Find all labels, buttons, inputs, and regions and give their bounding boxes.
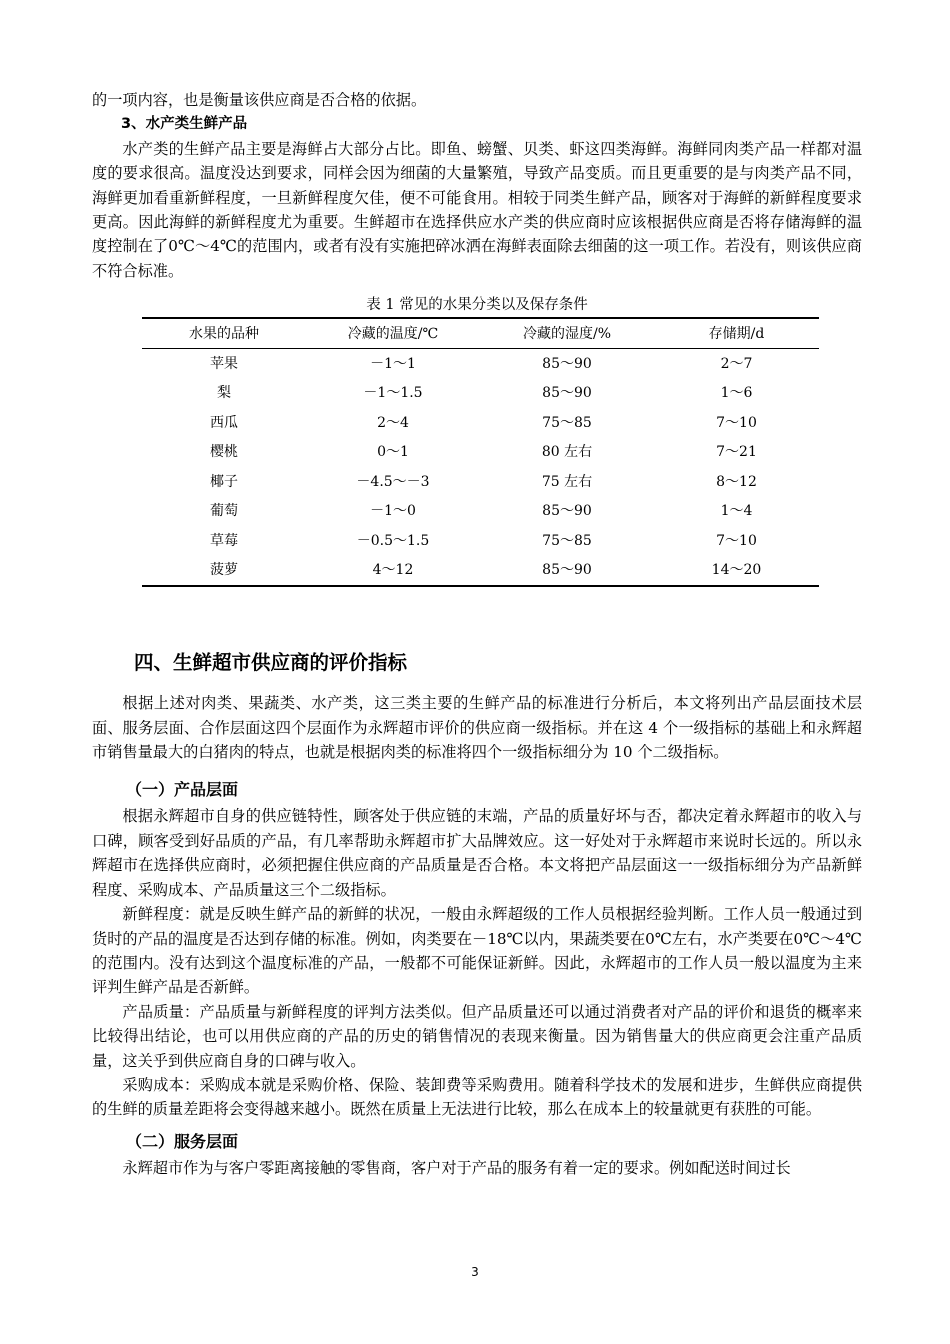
subsection-heading-service: （二）服务层面 — [126, 1131, 239, 1151]
table-cell: 菠萝 — [210, 562, 238, 579]
table-row — [142, 556, 819, 587]
table-cell: 75～85 — [542, 414, 592, 431]
table-cell: －1～1.5 — [363, 385, 423, 402]
table-cell: 葡萄 — [210, 503, 238, 520]
table-row — [142, 467, 819, 497]
table-cell: 苹果 — [210, 355, 238, 372]
table-cell: 7～10 — [716, 532, 757, 549]
table-row — [142, 408, 819, 438]
table-cell: 4～12 — [372, 562, 414, 579]
table-cell: 2～4 — [377, 414, 409, 431]
table-cell: 0～1 — [377, 444, 409, 461]
paragraph: 产品质量：产品质量与新鲜程度的评判方法类似。但产品质量还可以通过消费者对产品的评价和退货的概率来比较得出结论，也可以用供应商的产品的历史的销售情况的表现来衡量。因为销售量大的供应商更会注重产品质量，这关乎到供应商自身的口碑与收入。 — [92, 1002, 862, 1070]
table-cell: 85～90 — [542, 385, 592, 402]
table-cell: 2～7 — [720, 355, 753, 372]
table-row — [142, 497, 819, 527]
table-cell: 80 左右 — [541, 444, 593, 461]
table-cell: 椰子 — [210, 473, 238, 490]
table-cell: 1～6 — [720, 385, 753, 402]
table-cell: 85～90 — [542, 562, 592, 579]
table-cell: 草莓 — [210, 532, 238, 549]
page-body — [92, 88, 862, 1180]
table-cell: 1～4 — [720, 503, 753, 520]
paragraph: 采购成本：采购成本就是采购价格、保险、装卸费等采购费用。随着科学技术的发展和进步，生鲜供应商提供的生鲜的质量差距将会变得越来越小。既然在质量上无法进行比较，那么在成本上的较量就更有获胜的可能。 — [92, 1075, 862, 1119]
table-cell: 75～85 — [542, 532, 592, 549]
header-cell: 存储期/d — [708, 325, 765, 342]
table-cell: 75 左右 — [541, 473, 593, 490]
subsection-heading-product: （一）产品层面 — [126, 780, 239, 800]
table-row — [142, 379, 819, 409]
table-cell: －0.5～1.5 — [356, 532, 430, 549]
table-cell: －1～1 — [370, 355, 416, 372]
table-cell: 8～12 — [716, 473, 757, 490]
table-row — [142, 349, 819, 379]
paragraph-aquatic: 水产类的生鲜产品主要是海鲜占大部分占比。即鱼、螃蟹、贝类、虾这四类海鲜。海鲜同肉类产品一样都对温度的要求很高。温度没达到要求，同样会因为细菌的大量繁殖，导致产品变质。而且更重要的是与肉类产品不同，海鲜更加看重新鲜程度，一旦新鲜程度欠佳，便不可能食用。相较于同类生鲜产品，顾客对于海鲜的新鲜程度要求更高。因此海鲜的新鲜程度尤为重要。生鲜超市在选择供应水产类的供应商时应该根据供应商是否将存储海鲜的温度控制在了0℃～4℃的范围内，或者有没有实施把碎冰洒在海鲜表面除去细菌的这一项工作。若没有，则该供应商不符合标准。 — [92, 139, 862, 280]
paragraph: 永辉超市作为与客户零距离接触的零售商，客户对于产品的服务有着一定的要求。例如配送时间过长 — [122, 1158, 791, 1177]
table-cell: 7～21 — [716, 444, 757, 461]
section-heading: 四、生鲜超市供应商的评价指标 — [134, 651, 408, 675]
section-intro-paragraph: 根据上述对肉类、果蔬类、水产类，这三类主要的生鲜产品的标准进行分析后，本文将列出产品层面技术层面、服务层面、合作层面这四个层面作为永辉超市评价的供应商一级指标。并在这 4 个一级指标的基础上和永辉超市销售量最大的白猪肉的特点，也就是根据肉类的标准将四个一级指标细分为 10 个二级指标。 — [92, 694, 862, 762]
table-header-row — [142, 318, 819, 349]
header-cell: 水果的品种 — [189, 325, 259, 342]
paragraph: 新鲜程度：就是反映生鲜产品的新鲜的状况，一般由永辉超级的工作人员根据经验判断。工作人员一般通过到货时的产品的温度是否达到存储的标准。例如，肉类要在－18℃以内，果蔬类要在0℃左右，水产类要在0℃～4℃的范围内。没有达到这个温度标准的产品，一般都不可能保证新鲜。因此，永辉超市的工作人员一般以温度为主来评判生鲜产品是否新鲜。 — [92, 905, 862, 997]
paragraph-continued: 的一项内容，也是衡量该供应商是否合格的依据。 — [92, 91, 427, 109]
table-cell: －1～0 — [370, 503, 416, 520]
fruit-storage-table — [142, 317, 819, 587]
paragraph: 根据永辉超市自身的供应链特性，顾客处于供应链的末端，产品的质量好坏与否，都决定着永辉超市的收入与口碑，顾客受到好品质的产品，有几率帮助永辉超市扩大品牌效应。这一好处对于永辉超市来说时长远的。所以永辉超市在选择供应商时，必须把握住供应商的产品质量是否合格。本文将把产品层面这一一级指标细分为产品新鲜程度、采购成本、产品质量这三个二级指标。 — [92, 807, 862, 899]
table-row — [142, 438, 819, 468]
table-cell: 西瓜 — [210, 414, 238, 431]
table-row — [142, 526, 819, 556]
subheading-aquatic-products: 3、水产类生鲜产品 — [121, 116, 248, 133]
table-caption: 表 1 常见的水果分类以及保存条件 — [366, 297, 588, 314]
table-cell: 梨 — [217, 385, 231, 402]
table-cell: －4.5～－3 — [356, 473, 430, 490]
table-cell: 14～20 — [711, 562, 762, 579]
page-number: 3 — [471, 1265, 479, 1279]
table-cell: 樱桃 — [210, 444, 238, 461]
table-cell: 7～10 — [716, 414, 757, 431]
header-cell: 冷藏的温度/℃ — [347, 325, 439, 342]
table-cell: 85～90 — [542, 503, 592, 520]
table-cell: 85～90 — [542, 355, 592, 372]
header-cell: 冷藏的湿度/% — [522, 325, 612, 342]
